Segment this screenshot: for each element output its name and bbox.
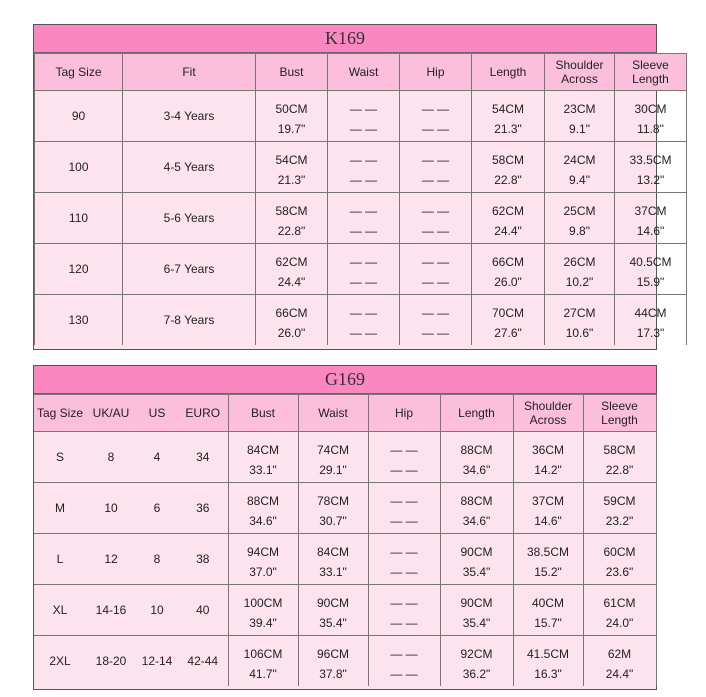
cell-bust-cm: 62CM xyxy=(256,244,328,270)
header-uk-au: UK/AU xyxy=(86,395,136,432)
cell-fit: 6-7 Years xyxy=(123,244,256,295)
cell-hip-cm: — — xyxy=(400,142,472,168)
cell-hip-inch: — — xyxy=(400,218,472,244)
cell-sleeve-inch: 15.9" xyxy=(615,269,687,295)
cell-shoulder-inch: 9.4" xyxy=(545,167,615,193)
cell-shoulder-cm: 36CM xyxy=(513,432,583,458)
table-row xyxy=(34,432,656,458)
cell-sleeve-cm: 60CM xyxy=(583,534,656,560)
cell-hip-cm: — — xyxy=(368,483,440,509)
cell-fit: 4-5 Years xyxy=(123,142,256,193)
cell-waist-inch: 33.1" xyxy=(298,559,368,585)
header-us: US xyxy=(136,395,178,432)
cell-tag: 120 xyxy=(35,244,123,295)
cell-shoulder-inch: 15.2" xyxy=(513,559,583,585)
table-body xyxy=(34,432,656,687)
cell-waist-cm: 74CM xyxy=(298,432,368,458)
table-row xyxy=(35,193,687,219)
cell-waist-cm: 84CM xyxy=(298,534,368,560)
size-table xyxy=(34,394,657,686)
header-bust: Bust xyxy=(228,395,298,432)
table-row xyxy=(34,483,656,509)
cell-us: 4 xyxy=(136,432,178,483)
cell-hip-inch: — — xyxy=(400,320,472,345)
cell-waist-cm: — — xyxy=(328,91,400,117)
cell-hip-inch: — — xyxy=(368,559,440,585)
header-length: Length xyxy=(440,395,513,432)
header-fit: Fit xyxy=(123,54,256,91)
header-row xyxy=(34,395,656,432)
cell-us: 8 xyxy=(136,534,178,585)
chart-title: K169 xyxy=(34,25,656,53)
cell-sleeve-cm: 33.5CM xyxy=(615,142,687,168)
cell-bust-inch: 33.1" xyxy=(228,457,298,483)
cell-waist-inch: — — xyxy=(328,167,400,193)
cell-euro: 34 xyxy=(178,432,228,483)
cell-uk: 12 xyxy=(86,534,136,585)
cell-fit: 7-8 Years xyxy=(123,295,256,346)
cell-length-inch: 35.4" xyxy=(440,610,513,636)
cell-shoulder-inch: 9.1" xyxy=(545,116,615,142)
cell-tag: S xyxy=(34,432,86,483)
cell-euro: 38 xyxy=(178,534,228,585)
header-sleeve: Sleeve Length xyxy=(615,54,687,91)
cell-tag: 2XL xyxy=(34,636,86,687)
table-row xyxy=(34,585,656,611)
cell-shoulder-inch: 15.7" xyxy=(513,610,583,636)
cell-length-cm: 62CM xyxy=(472,193,545,219)
cell-waist-inch: — — xyxy=(328,218,400,244)
cell-us: 6 xyxy=(136,483,178,534)
header-row xyxy=(35,54,687,91)
cell-length-cm: 58CM xyxy=(472,142,545,168)
cell-bust-inch: 39.4" xyxy=(228,610,298,636)
cell-euro: 40 xyxy=(178,585,228,636)
header-tag-size: Tag Size xyxy=(35,54,123,91)
cell-length-inch: 21.3" xyxy=(472,116,545,142)
cell-sleeve-inch: 22.8" xyxy=(583,457,656,483)
cell-length-cm: 92CM xyxy=(440,636,513,662)
cell-hip-cm: — — xyxy=(400,244,472,270)
cell-waist-inch: 29.1" xyxy=(298,457,368,483)
cell-bust-cm: 54CM xyxy=(256,142,328,168)
table-row xyxy=(34,534,656,560)
cell-hip-inch: — — xyxy=(400,116,472,142)
header-waist: Waist xyxy=(298,395,368,432)
cell-waist-inch: — — xyxy=(328,320,400,345)
table-row xyxy=(35,295,687,321)
cell-hip-inch: — — xyxy=(368,508,440,534)
cell-tag: 130 xyxy=(35,295,123,346)
header-hip: Hip xyxy=(400,54,472,91)
cell-uk: 14-16 xyxy=(86,585,136,636)
cell-length-cm: 88CM xyxy=(440,432,513,458)
cell-sleeve-inch: 23.2" xyxy=(583,508,656,534)
header-sleeve: Sleeve Length xyxy=(583,395,656,432)
cell-bust-cm: 58CM xyxy=(256,193,328,219)
cell-length-cm: 88CM xyxy=(440,483,513,509)
cell-waist-cm: — — xyxy=(328,295,400,321)
table-row xyxy=(35,142,687,168)
table-row xyxy=(34,636,656,662)
header-shoulder: Shoulder Across xyxy=(545,54,615,91)
cell-length-cm: 54CM xyxy=(472,91,545,117)
cell-waist-inch: — — xyxy=(328,269,400,295)
cell-length-inch: 24.4" xyxy=(472,218,545,244)
cell-bust-inch: 24.4" xyxy=(256,269,328,295)
header-tag-size: Tag Size xyxy=(34,395,86,432)
chart-title: G169 xyxy=(34,366,656,394)
cell-waist-cm: — — xyxy=(328,142,400,168)
cell-bust-inch: 41.7" xyxy=(228,661,298,686)
cell-hip-cm: — — xyxy=(400,193,472,219)
cell-shoulder-cm: 38.5CM xyxy=(513,534,583,560)
cell-shoulder-inch: 9.8" xyxy=(545,218,615,244)
cell-hip-inch: — — xyxy=(368,457,440,483)
cell-length-inch: 35.4" xyxy=(440,559,513,585)
cell-sleeve-inch: 23.6" xyxy=(583,559,656,585)
cell-shoulder-cm: 40CM xyxy=(513,585,583,611)
cell-tag: 110 xyxy=(35,193,123,244)
cell-hip-cm: — — xyxy=(368,534,440,560)
cell-length-inch: 34.6" xyxy=(440,508,513,534)
cell-bust-inch: 34.6" xyxy=(228,508,298,534)
cell-tag: M xyxy=(34,483,86,534)
cell-length-inch: 27.6" xyxy=(472,320,545,345)
cell-tag: XL xyxy=(34,585,86,636)
cell-fit: 3-4 Years xyxy=(123,91,256,142)
cell-bust-cm: 106CM xyxy=(228,636,298,662)
cell-sleeve-inch: 17.3" xyxy=(615,320,687,345)
cell-waist-cm: — — xyxy=(328,244,400,270)
cell-shoulder-cm: 27CM xyxy=(545,295,615,321)
cell-hip-inch: — — xyxy=(400,167,472,193)
cell-waist-inch: — — xyxy=(328,116,400,142)
cell-bust-cm: 88CM xyxy=(228,483,298,509)
cell-sleeve-cm: 62M xyxy=(583,636,656,662)
cell-sleeve-cm: 44CM xyxy=(615,295,687,321)
cell-uk: 18-20 xyxy=(86,636,136,687)
cell-shoulder-cm: 41.5CM xyxy=(513,636,583,662)
cell-bust-inch: 21.3" xyxy=(256,167,328,193)
cell-length-inch: 22.8" xyxy=(472,167,545,193)
cell-hip-cm: — — xyxy=(368,636,440,662)
header-length: Length xyxy=(472,54,545,91)
cell-waist-cm: 96CM xyxy=(298,636,368,662)
size-chart-g169 xyxy=(33,365,657,690)
header-shoulder: Shoulder Across xyxy=(513,395,583,432)
cell-sleeve-inch: 14.6" xyxy=(615,218,687,244)
cell-hip-inch: — — xyxy=(400,269,472,295)
cell-length-cm: 90CM xyxy=(440,585,513,611)
cell-hip-inch: — — xyxy=(368,661,440,686)
cell-tag: 100 xyxy=(35,142,123,193)
cell-bust-cm: 100CM xyxy=(228,585,298,611)
cell-shoulder-cm: 23CM xyxy=(545,91,615,117)
cell-sleeve-cm: 40.5CM xyxy=(615,244,687,270)
size-table xyxy=(34,53,687,345)
cell-bust-inch: 22.8" xyxy=(256,218,328,244)
cell-euro: 36 xyxy=(178,483,228,534)
cell-sleeve-inch: 24.4" xyxy=(583,661,656,686)
cell-hip-cm: — — xyxy=(368,585,440,611)
cell-hip-cm: — — xyxy=(400,91,472,117)
cell-sleeve-cm: 58CM xyxy=(583,432,656,458)
cell-tag: L xyxy=(34,534,86,585)
cell-sleeve-inch: 24.0" xyxy=(583,610,656,636)
cell-length-cm: 70CM xyxy=(472,295,545,321)
cell-bust-cm: 50CM xyxy=(256,91,328,117)
cell-length-inch: 34.6" xyxy=(440,457,513,483)
cell-waist-inch: 30.7" xyxy=(298,508,368,534)
cell-tag: 90 xyxy=(35,91,123,142)
cell-length-cm: 90CM xyxy=(440,534,513,560)
cell-waist-cm: — — xyxy=(328,193,400,219)
cell-sleeve-inch: 11.8" xyxy=(615,116,687,142)
cell-uk: 8 xyxy=(86,432,136,483)
cell-fit: 5-6 Years xyxy=(123,193,256,244)
cell-waist-inch: 37.8" xyxy=(298,661,368,686)
cell-us: 10 xyxy=(136,585,178,636)
cell-bust-cm: 84CM xyxy=(228,432,298,458)
cell-shoulder-inch: 14.6" xyxy=(513,508,583,534)
cell-shoulder-cm: 26CM xyxy=(545,244,615,270)
cell-shoulder-cm: 25CM xyxy=(545,193,615,219)
cell-bust-inch: 26.0" xyxy=(256,320,328,345)
cell-length-inch: 26.0" xyxy=(472,269,545,295)
cell-sleeve-cm: 30CM xyxy=(615,91,687,117)
cell-waist-cm: 90CM xyxy=(298,585,368,611)
cell-shoulder-inch: 10.6" xyxy=(545,320,615,345)
cell-sleeve-cm: 37CM xyxy=(615,193,687,219)
cell-bust-cm: 66CM xyxy=(256,295,328,321)
header-euro: EURO xyxy=(178,395,228,432)
cell-uk: 10 xyxy=(86,483,136,534)
cell-hip-cm: — — xyxy=(400,295,472,321)
header-waist: Waist xyxy=(328,54,400,91)
cell-shoulder-inch: 14.2" xyxy=(513,457,583,483)
cell-bust-inch: 37.0" xyxy=(228,559,298,585)
table-row xyxy=(35,244,687,270)
cell-length-cm: 66CM xyxy=(472,244,545,270)
cell-bust-cm: 94CM xyxy=(228,534,298,560)
cell-bust-inch: 19.7" xyxy=(256,116,328,142)
cell-sleeve-inch: 13.2" xyxy=(615,167,687,193)
header-bust: Bust xyxy=(256,54,328,91)
cell-length-inch: 36.2" xyxy=(440,661,513,686)
cell-sleeve-cm: 61CM xyxy=(583,585,656,611)
cell-waist-cm: 78CM xyxy=(298,483,368,509)
cell-shoulder-cm: 24CM xyxy=(545,142,615,168)
cell-us: 12-14 xyxy=(136,636,178,687)
table-row xyxy=(35,91,687,117)
cell-waist-inch: 35.4" xyxy=(298,610,368,636)
cell-shoulder-cm: 37CM xyxy=(513,483,583,509)
table-body xyxy=(35,91,687,346)
cell-euro: 42-44 xyxy=(178,636,228,687)
header-hip: Hip xyxy=(368,395,440,432)
cell-hip-cm: — — xyxy=(368,432,440,458)
size-chart-k169 xyxy=(33,24,672,350)
cell-shoulder-inch: 10.2" xyxy=(545,269,615,295)
cell-sleeve-cm: 59CM xyxy=(583,483,656,509)
cell-hip-inch: — — xyxy=(368,610,440,636)
cell-shoulder-inch: 16.3" xyxy=(513,661,583,686)
